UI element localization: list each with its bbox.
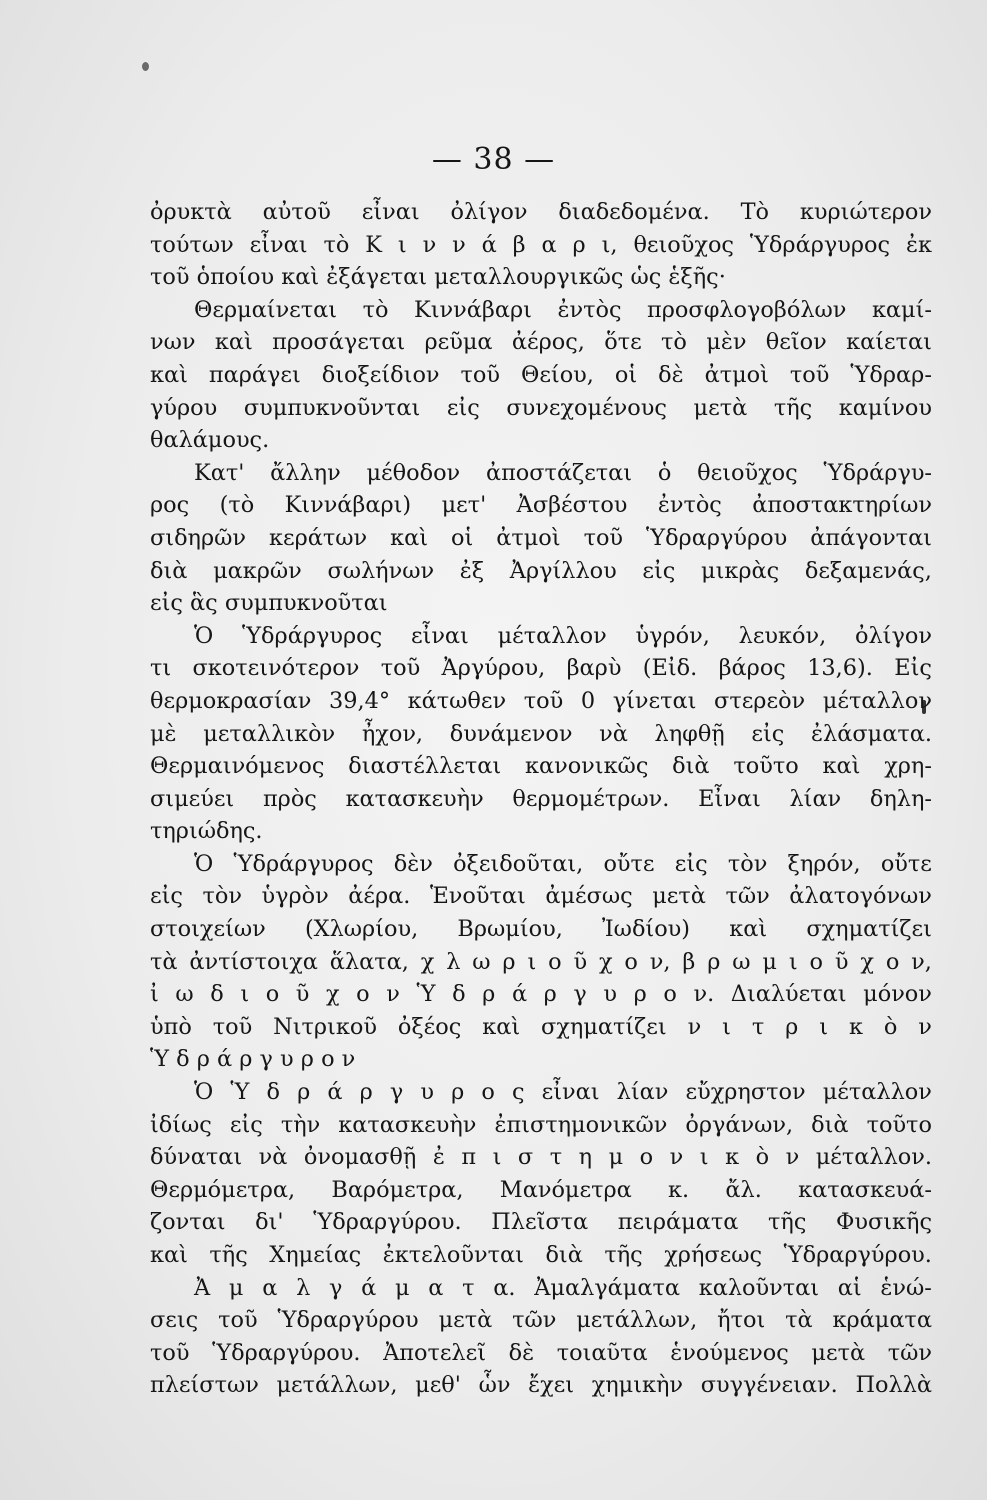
text-line: τούτων εἶναι τὸ Κ ι ν ν ά β α ρ ι, θειοῦχος Ὑδράργυρος ἐκ — [150, 231, 932, 258]
text-line: σιδηρῶν κεράτων καὶ οἱ ἀτμοὶ τοῦ Ὑδραργύρου ἀπάγονται — [150, 524, 932, 551]
text-line: δύναται νὰ ὀνομασθῇ ἐ π ι σ τ η μ ο ν ι κ ὸ ν μέταλλον. — [150, 1144, 932, 1171]
text-line: εἰς ἃς συμπυκνοῦται — [150, 590, 388, 617]
text-line: Θερμόμετρα, Βαρόμετρα, Μανόμετρα κ. ἄλ. κατασκευά- — [150, 1176, 932, 1203]
text-line: τι σκοτεινότερον τοῦ Ἀργύρου, βαρὺ (Εἰδ. βάρος 13,6). Εἰς — [150, 655, 932, 682]
text-line: Ὁ Ὑδράργυρος εἶναι μέταλλον ὑγρόν, λευκόν, ὀλίγον — [194, 622, 932, 649]
text-line: καὶ τῆς Χημείας ἐκτελοῦνται διὰ τῆς χρήσεως Ὑδραργύρου. — [150, 1242, 932, 1268]
text-line: Θερμαίνεται τὸ Κιννάβαρι ἐντὸς προσφλογοβόλων καμί- — [194, 296, 932, 323]
text-line: ἰδίως εἰς τὴν κατασκευὴν ἐπιστημονικῶν ὀργάνων, διὰ τοῦτο — [150, 1111, 932, 1138]
text-line: ρος (τὸ Κιννάβαρι) μετ' Ἀσβέστου ἐντὸς ἀποστακτηρίων — [150, 492, 932, 519]
text-line: μὲ μεταλλικὸν ἦχον, δυνάμενον νὰ ληφθῇ εἰς ἐλάσματα. — [150, 720, 932, 747]
text-line: τὰ ἀντίστοιχα ἅλατα, χ λ ω ρ ι ο ῦ χ ο ν, β ρ ω μ ι ο ῦ χ ο ν, — [150, 948, 932, 975]
text-line: σεις τοῦ Ὑδραργύρου μετὰ τῶν μετάλλων, ἤτοι τὰ κράματα — [150, 1307, 932, 1334]
body-text — [150, 196, 932, 1402]
text-line: Ὁ Ὑδράργυρος δὲν ὀξειδοῦται, οὔτε εἰς τὸν ξηρόν, οὔτε — [194, 850, 932, 877]
text-line: ὀρυκτὰ αὐτοῦ εἶναι ὀλίγον διαδεδομένα. Τὸ κυριώτερον — [150, 199, 932, 225]
text-line: πλείστων μετάλλων, μεθ' ὧν ἔχει χημικὴν συγγένειαν. Πολλὰ — [150, 1372, 932, 1399]
text-line: τοῦ Ὑδραργύρου. Ἀποτελεῖ δὲ τοιαῦτα ἑνούμενος μετὰ τῶν — [150, 1339, 932, 1366]
text-line: ζονται δι' Ὑδραργύρου. Πλεῖστα πειράματα τῆς Φυσικῆς — [150, 1209, 932, 1236]
text-line: γύρου συμπυκνοῦνται εἰς συνεχομένους μετὰ τῆς καμίνου — [150, 394, 932, 421]
text-line: ὑπὸ τοῦ Νιτρικοῦ ὀξέος καὶ σχηματίζει ν ι τ ρ ι κ ὸ ν — [150, 1013, 932, 1040]
ink-speck — [142, 62, 149, 71]
text-line: Κατ' ἄλλην μέθοδον ἀποστάζεται ὁ θειοῦχος Ὑδράργυ- — [194, 459, 932, 486]
text-line: θερμοκρασίαν 39,4° κάτωθεν τοῦ 0 γίνεται στερεὸν μέταλλον — [150, 687, 932, 714]
text-line: Ὁ Ὑ δ ρ ά ρ γ υ ρ ο ς εἶναι λίαν εὔχρηστον μέταλλον — [194, 1079, 932, 1106]
text-line: τοῦ ὁποίου καὶ ἐξάγεται μεταλλουργικῶς ὡς ἑξῆς· — [150, 264, 726, 291]
text-line: θαλάμους. — [150, 427, 270, 454]
text-line: εἰς τὸν ὑγρὸν ἀέρα. Ἑνοῦται ἀμέσως μετὰ τῶν ἀλατογόνων — [150, 883, 932, 910]
text-line: καὶ παράγει διοξείδιον τοῦ Θείου, οἱ δὲ ἀτμοὶ τοῦ Ὑδραρ- — [150, 361, 932, 388]
text-line: τηριώδης. — [150, 818, 263, 845]
text-line: σιμεύει πρὸς κατασκευὴν θερμομέτρων. Εἶναι λίαν δηλη- — [150, 785, 932, 812]
text-line: Ἀ μ α λ γ ά μ α τ α. Ἀμαλγάματα καλοῦνται αἱ ἑνώ- — [194, 1274, 932, 1301]
text-line: στοιχείων (Χλωρίου, Βρωμίου, Ἰωδίου) καὶ σχηματίζει — [150, 916, 932, 943]
text-line: ἰ ω δ ι ο ῦ χ ο ν Ὑ δ ρ ά ρ γ υ ρ ο ν. Διαλύεται μόνον — [150, 981, 932, 1008]
page-number: — 38 — — [431, 142, 556, 177]
text-line: Θερμαινόμενος διαστέλλεται κανονικῶς διὰ τοῦτο καὶ χρη- — [150, 753, 932, 780]
text-line: διὰ μακρῶν σωλήνων ἐξ Ἀργίλλου εἰς μικρὰς δεξαμενάς, — [150, 557, 932, 584]
text-line: νων καὶ προσάγεται ρεῦμα ἀέρος, ὅτε τὸ μὲν θεῖον καίεται — [150, 329, 932, 356]
text-line: Ὑ δ ρ ά ρ γ υ ρ ο ν — [150, 1046, 356, 1073]
